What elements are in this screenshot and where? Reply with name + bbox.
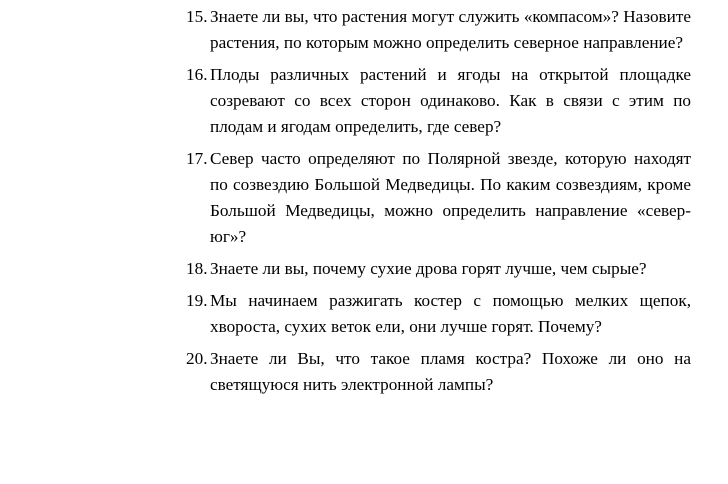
question-text: Север часто определяют по Полярной звезде, которую находят по созвездию Большой Медведицы. По каким созвездиям, кроме Большой Медведицы, можно определить направление «север-юг»? — [210, 149, 691, 246]
question-number: 18. — [186, 259, 208, 278]
question-item-19 — [0, 288, 728, 340]
question-text: Плоды различных растений и ягоды на открытой площадке созревают со всех сторон одинаково. Как в связи с этим по плодам и ягодам определить, где север? — [210, 65, 691, 136]
question-number: 20. — [186, 349, 208, 368]
question-text: Знаете ли вы, что растения могут служить «компасом»? Назовите растения, по которым можно определить северное направление? — [210, 7, 691, 52]
question-text: Знаете ли Вы, что такое пламя костра? Похоже ли оно на светящуюся нить электронной лампы? — [210, 349, 691, 394]
question-number: 19. — [186, 291, 208, 310]
question-number: 16. — [186, 65, 208, 84]
question-item-18 — [0, 256, 728, 282]
question-item-15 — [0, 4, 728, 56]
question-text: Мы начинаем разжигать костер с помощью мелких щепок, хвороста, сухих веток ели, они лучше горят. Почему? — [210, 291, 691, 336]
question-item-17 — [0, 146, 728, 250]
question-item-16 — [0, 62, 728, 140]
question-number: 17. — [186, 149, 208, 168]
question-item-20 — [0, 346, 728, 398]
question-number: 15. — [186, 7, 208, 26]
question-text: Знаете ли вы, почему сухие дрова горят лучше, чем сырые? — [210, 259, 647, 278]
document-page — [0, 4, 728, 398]
